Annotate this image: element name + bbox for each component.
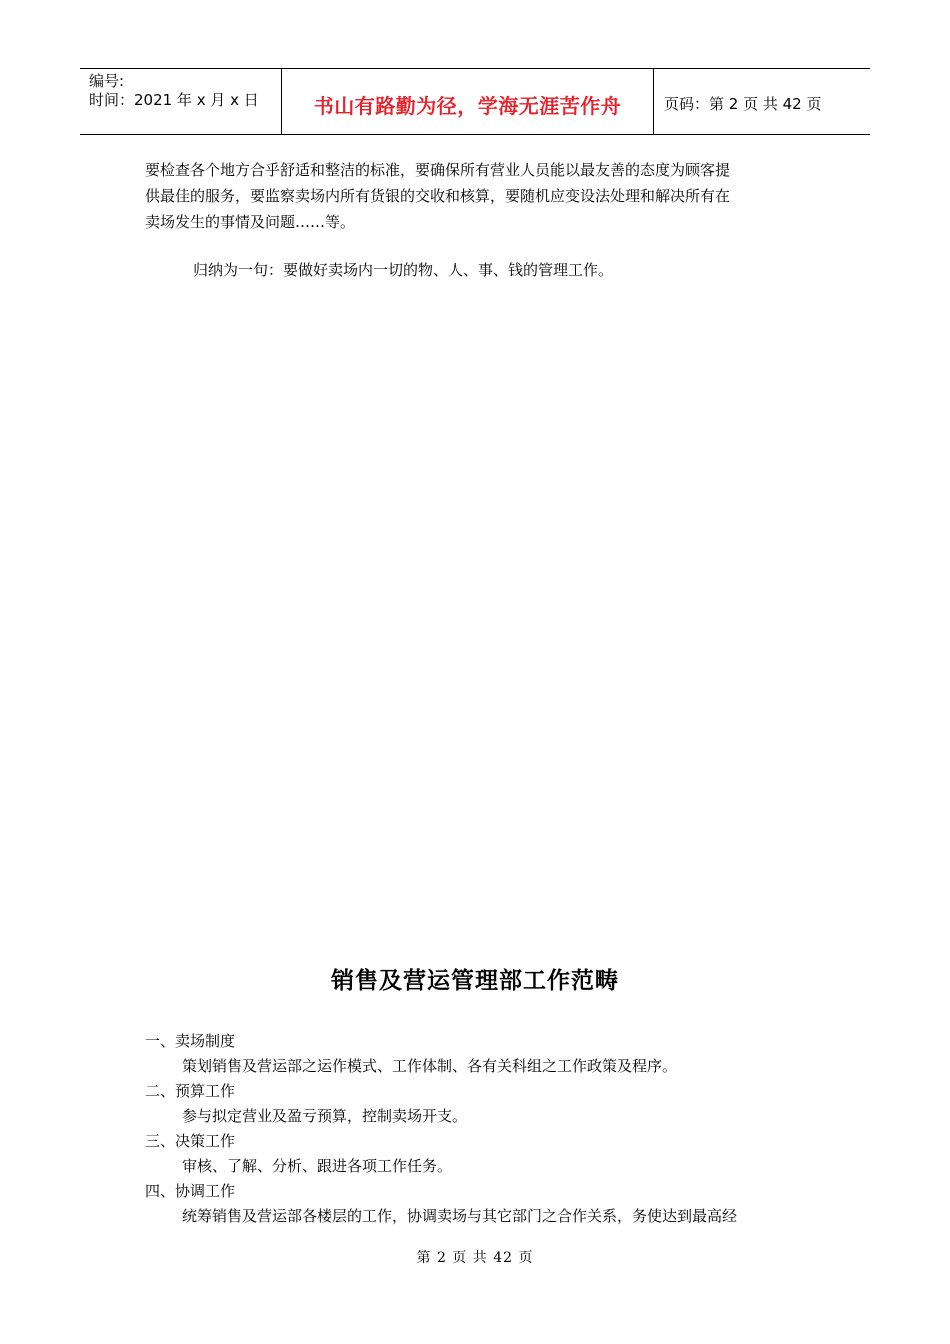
section-heading: 三、决策工作 xyxy=(145,1132,236,1150)
intro-line-1: 要检查各个地方合乎舒适和整洁的标准，要确保所有营业人员能以最友善的态度为顾客提 xyxy=(145,161,731,179)
header-meta xyxy=(80,69,282,134)
section-item xyxy=(145,1129,825,1179)
header-page-cell xyxy=(654,69,870,134)
section-item xyxy=(145,1079,825,1129)
section-item xyxy=(145,1029,825,1079)
section-title: 销售及营运管理部工作范畴 xyxy=(331,968,619,994)
section-body: 统筹销售及营运部各楼层的工作，协调卖场与其它部门之合作关系，务使达到最高经 xyxy=(182,1207,738,1225)
intro-line-3: 卖场发生的事情及问题……等。 xyxy=(145,213,356,231)
section-heading: 一、卖场制度 xyxy=(145,1032,236,1050)
summary-paragraph: 归纳为一句：要做好卖场内一切的物、人、事、钱的管理工作。 xyxy=(193,261,614,279)
section-item xyxy=(145,1179,825,1229)
page-footer xyxy=(0,1247,950,1267)
header-motto-cell xyxy=(282,69,654,134)
section-heading: 二、预算工作 xyxy=(145,1082,236,1100)
section-list xyxy=(145,1029,825,1229)
document-number-label: 编号: xyxy=(89,72,125,90)
intro-line-2: 供最佳的服务，要监察卖场内所有货银的交收和核算，要随机应变设法处理和解决所有在 xyxy=(145,187,731,205)
page-header xyxy=(80,68,870,135)
intro-paragraph xyxy=(145,157,815,235)
footer-page-number: 第 2 页 共 42 页 xyxy=(416,1250,534,1266)
header-motto: 书山有路勤为径，学海无涯苦作舟 xyxy=(313,94,622,118)
document-time-label: 时间：2021 年 x 月 x 日 xyxy=(89,91,259,109)
section-heading: 四、协调工作 xyxy=(145,1182,236,1200)
header-page-number: 页码：第 2 页 共 42 页 xyxy=(664,95,822,113)
section-body: 策划销售及营运部之运作模式、工作体制、各有关科组之工作政策及程序。 xyxy=(182,1057,678,1075)
section-body: 参与拟定营业及盈亏预算，控制卖场开支。 xyxy=(182,1107,468,1125)
section-body: 审核、了解、分析、跟进各项工作任务。 xyxy=(182,1157,453,1175)
